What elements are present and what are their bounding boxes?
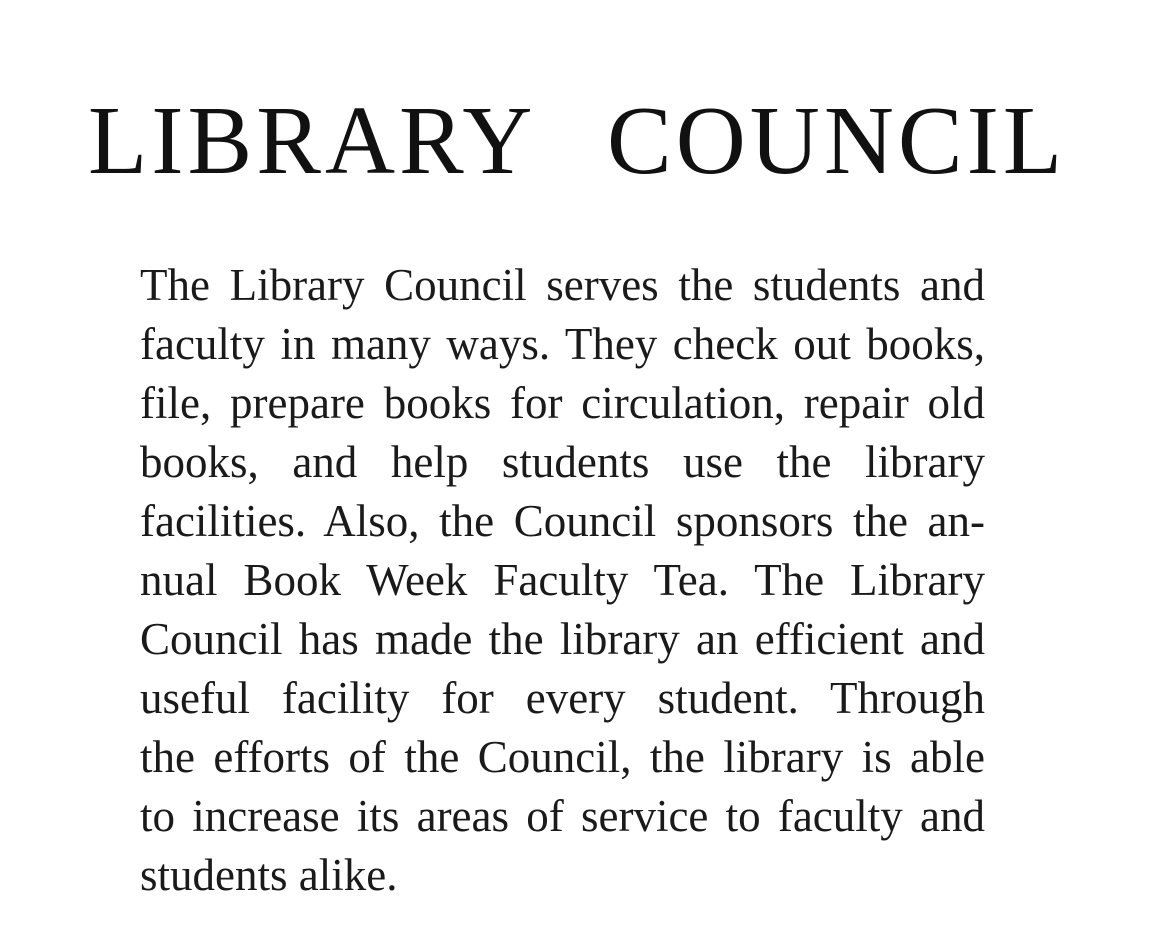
paragraph-line: students alike. — [140, 850, 398, 900]
paragraph-line: books, and help students use the library — [140, 437, 985, 487]
paragraph-line: to increase its areas of service to faculty and — [140, 791, 985, 841]
paragraph-line: the efforts of the Council, the library is able — [140, 732, 985, 782]
paragraph-line: The Library Council serves the students and — [140, 260, 985, 310]
paragraph-line: Council has made the library an efficient and — [140, 614, 985, 664]
paragraph-line: file, prepare books for circulation, repair old — [140, 378, 985, 428]
page-title: LIBRARY COUNCIL — [88, 87, 1067, 194]
paragraph-line: nual Book Week Faculty Tea. The Library — [140, 555, 985, 605]
paragraph-line: faculty in many ways. They check out books, — [140, 319, 985, 369]
paragraph-line: useful facility for every student. Through — [140, 673, 985, 723]
paragraph-line: facilities. Also, the Council sponsors the an- — [140, 496, 985, 546]
body-paragraph — [140, 256, 985, 916]
